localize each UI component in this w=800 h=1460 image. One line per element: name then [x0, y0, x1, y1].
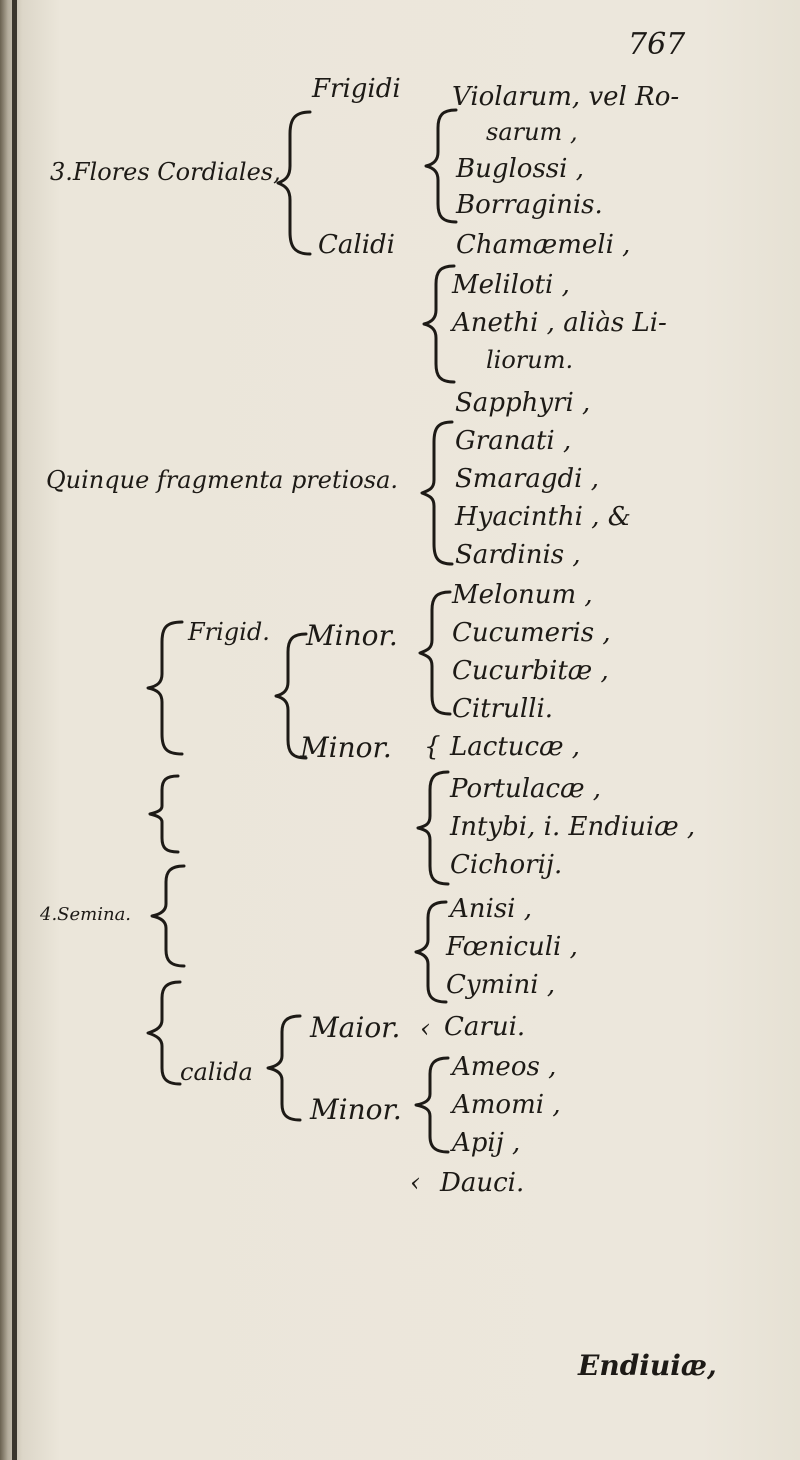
- brace-calida-outer: [142, 978, 182, 1088]
- brace-minor2: [410, 768, 450, 888]
- frigidi-item-2: sarum ,: [486, 118, 578, 146]
- brace-semina-frigida: [144, 618, 184, 758]
- brace-frigidi: [422, 106, 458, 226]
- fragmenta-item-4: Hyacinthi , &: [455, 502, 631, 532]
- calida-label: calida: [180, 1058, 253, 1086]
- fragmenta-item-3: Smaragdi ,: [455, 464, 600, 494]
- brace-flores: [276, 108, 312, 258]
- frigida-label: Frigid.: [188, 618, 270, 646]
- brace-calida-inner: [262, 1012, 302, 1124]
- minor2-item-1: Lactucæ ,: [450, 732, 581, 762]
- calida-minor-item-4: Dauci.: [440, 1168, 525, 1198]
- brace-fragmenta: [418, 418, 454, 568]
- brace-minor1: [416, 588, 452, 718]
- calida-minor-item-3: Apij ,: [452, 1128, 521, 1158]
- minor1-item-2: Cucumeris ,: [452, 618, 611, 648]
- binding-gutter: [12, 0, 17, 1460]
- fragmenta-item-2: Granati ,: [455, 426, 572, 456]
- calidi-item-2: Meliloti ,: [452, 270, 570, 300]
- brace-calida-minor: [410, 1054, 450, 1156]
- fragmenta-label: Quinque fragmenta pretiosa.: [46, 466, 399, 494]
- brace-semina-main: [146, 862, 186, 970]
- calida-minor-item-2: Amomi ,: [452, 1090, 561, 1120]
- fragmenta-item-1: Sapphyri ,: [455, 388, 591, 418]
- flores-cordiales-label: 3.Flores Cordiales,: [50, 158, 281, 186]
- minor2-brace-glyph: {: [424, 732, 441, 762]
- fragmenta-item-5: Sardinis ,: [455, 540, 581, 570]
- calidi-item-3: Anethi , aliàs Li-: [452, 308, 667, 338]
- minor2-item-2: Portulacæ ,: [450, 774, 602, 804]
- frigidi-item-1: Violarum, vel Ro-: [452, 82, 680, 112]
- minor2-item-4: Cichorij.: [450, 850, 563, 880]
- frigidi-item-4: Borraginis.: [456, 190, 603, 220]
- misc-item-2: Fœniculi ,: [446, 932, 578, 962]
- catchword: Endiuiæ,: [578, 1349, 717, 1382]
- calidi-item-4: liorum.: [486, 346, 574, 374]
- minor2-item-3: Intybi, i. Endiuiæ ,: [450, 812, 696, 842]
- minor2-label: Minor.: [300, 731, 392, 764]
- brace-anisi-group: [408, 898, 448, 1006]
- brace-calidi: [420, 262, 456, 386]
- misc-item-3: Cymini ,: [446, 970, 556, 1000]
- minor1-item-1: Melonum ,: [452, 580, 593, 610]
- dauci-brace-glyph: ‹: [410, 1168, 421, 1198]
- frigidi-item-3: Buglossi ,: [456, 154, 584, 184]
- minor-calida-label: Minor.: [310, 1093, 402, 1126]
- calidi-label: Calidi: [318, 230, 395, 260]
- frigidi-label: Frigidi: [312, 74, 401, 104]
- maior-label: Maior.: [310, 1011, 401, 1044]
- minor1-label: Minor.: [306, 619, 398, 652]
- maior-brace-glyph: ‹: [420, 1014, 431, 1044]
- calidi-item-1: Chamæmeli ,: [456, 230, 631, 260]
- minor1-item-3: Cucurbitæ ,: [452, 656, 609, 686]
- calida-minor-item-1: Ameos ,: [452, 1052, 557, 1082]
- semina-label: 4.Semina.: [40, 904, 132, 925]
- brace-semina-middle: [144, 772, 180, 856]
- minor1-item-4: Citrulli.: [452, 694, 554, 724]
- misc-item-1: Anisi ,: [450, 894, 533, 924]
- page-number: 767: [628, 27, 686, 62]
- maior-item-1: Carui.: [444, 1012, 526, 1042]
